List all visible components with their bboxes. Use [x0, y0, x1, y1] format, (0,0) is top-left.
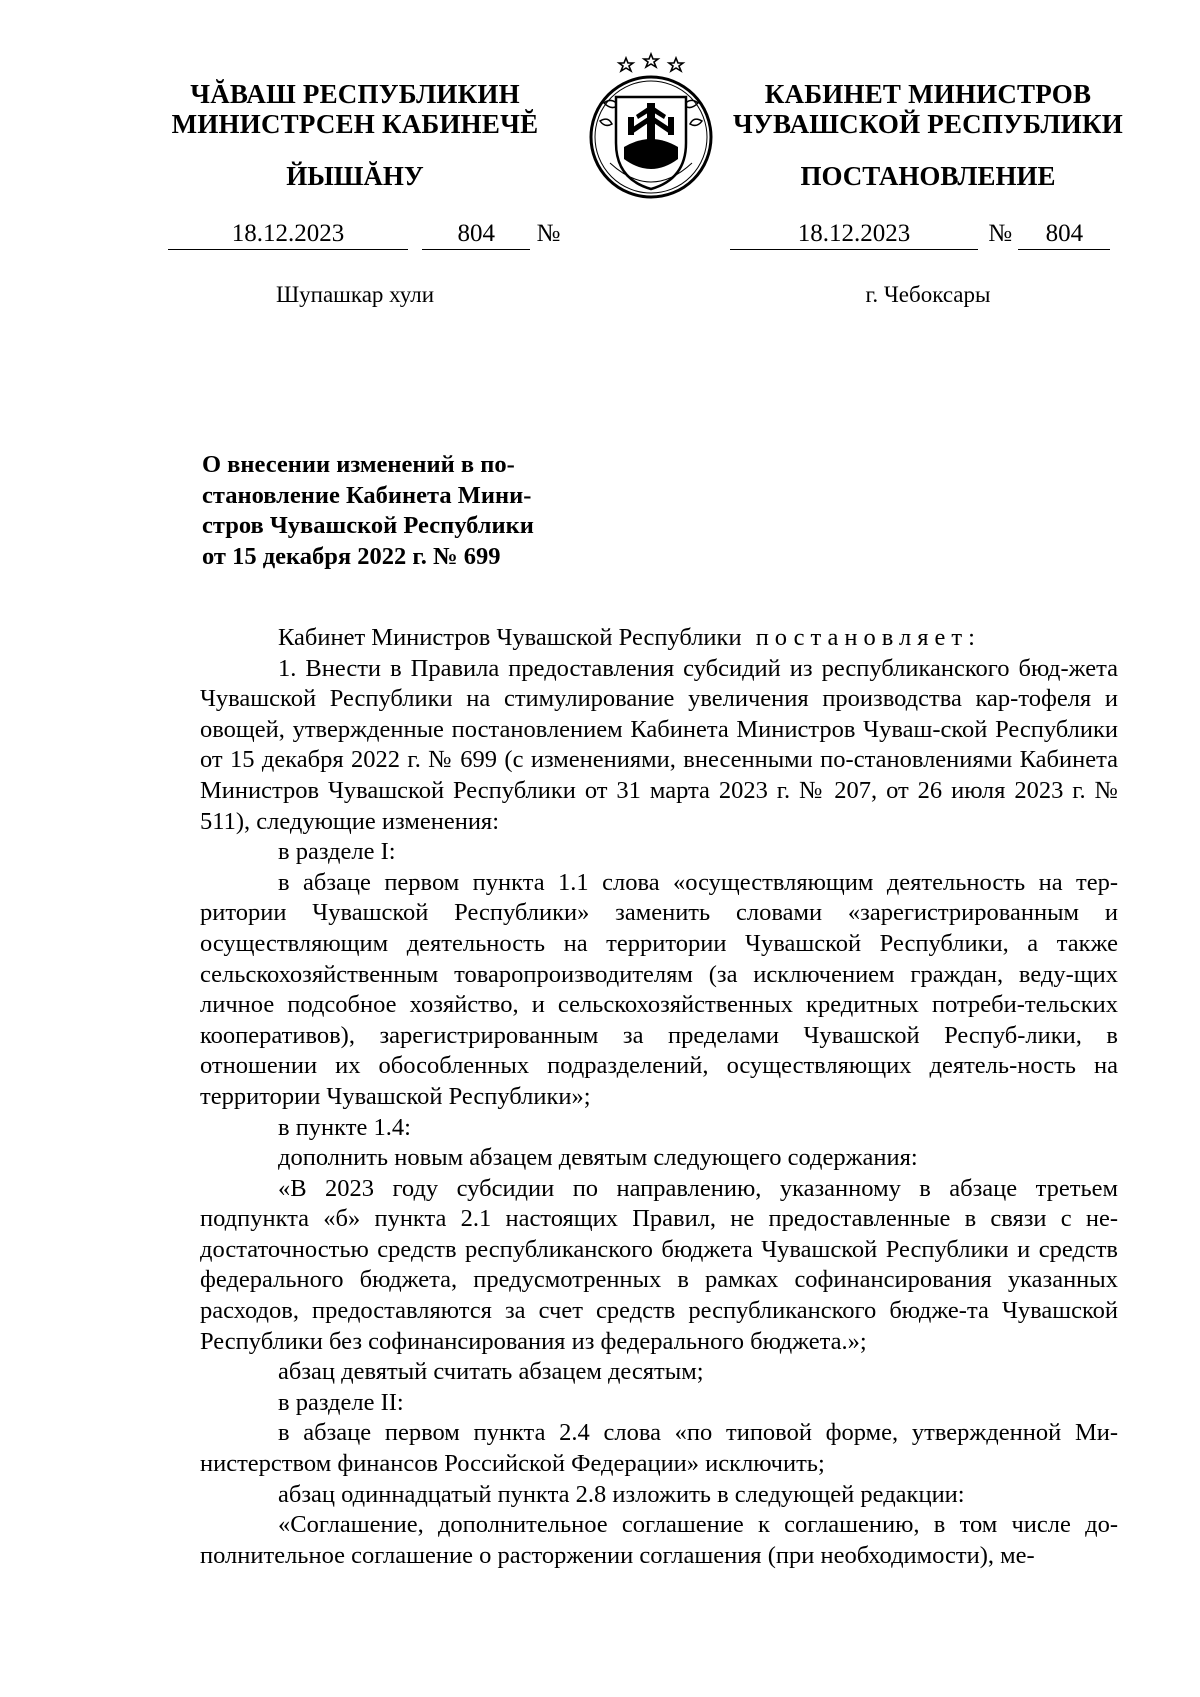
issuer-line: ЧĂВАШ РЕСПУБЛИКИН — [190, 79, 520, 109]
issuer-line: КАБИНЕТ МИНИСТРОВ — [764, 79, 1092, 109]
body-paragraph: в разделе I: — [278, 838, 396, 866]
body-paragraph: дополнить новым абзацем девятым следующего содержания: — [278, 1144, 918, 1172]
issuer-line: МИНИСТРСЕН КАБИНЕЧĔ — [171, 109, 539, 139]
date-number-russian — [730, 219, 1110, 250]
title-line: становление Кабинета Мини- — [202, 481, 532, 509]
number-sign: № — [988, 220, 1013, 247]
title-line: от 15 декабря 2022 г. № 699 — [202, 542, 501, 570]
issuer-line: ЧУВАШСКОЙ РЕСПУБЛИКИ — [733, 109, 1123, 139]
body-paragraph: в разделе II: — [278, 1388, 404, 1416]
issuer-name-chuvash — [150, 79, 560, 139]
intro-prefix: Кабинет Министров Чувашской Республики — [278, 624, 742, 651]
body-paragraph: «Соглашение, дополнительное соглашение к соглашению, в том числе до-полнительное соглашение о расторжении соглашения (при необходимости), ме- — [200, 1511, 1118, 1569]
body-paragraph: в пункте 1.4: — [278, 1113, 411, 1141]
place-chuvash: Шупашкар хули — [275, 282, 435, 307]
title-line: стров Чувашской Республики — [202, 512, 534, 539]
number-field: 804 — [422, 219, 530, 250]
number-sign: № — [536, 220, 561, 247]
intro-paragraph — [200, 623, 1118, 654]
number-field: 804 — [1018, 219, 1110, 250]
intro-verb: постановляет: — [755, 624, 981, 651]
document-body — [200, 623, 1118, 1571]
date-field: 18.12.2023 — [168, 219, 408, 250]
doc-type-russian: ПОСТАНОВЛЕНИЕ — [800, 161, 1056, 191]
body-paragraph: в абзаце первом пункта 2.4 слова «по типовой форме, утвержденной Ми-нистерством финансов Российской Федерации» исключить; — [200, 1419, 1118, 1478]
document-title — [202, 450, 577, 572]
body-paragraph: абзац девятый считать абзацем десятым; — [278, 1358, 704, 1386]
body-paragraph: в абзаце первом пункта 1.1 слова «осуществляющим деятельность на тер-ритории Чувашской Республики» заменить словами «зарегистрированным и осуществляющим деятельность на территории Чувашской Республики, а также сельскохозяйственным товаропроизводителям (за исключением граждан, веду-щих личное подсобное хозяйство, и сельскохозяйственных кредитных потреби-тельских кооперативов), зарегистрированным за пределами Чувашской Респуб-лики, в отношении их обособленных подразделений, осуществляющих деятель-ность на территории Чувашской Республики»; — [200, 868, 1118, 1110]
place-russian: г. Чебоксары — [865, 282, 991, 307]
date-number-chuvash — [168, 219, 560, 250]
body-paragraph: абзац одиннадцатый пункта 2.8 изложить в следующей редакции: — [278, 1480, 965, 1508]
title-line: О внесении изменений в по- — [202, 451, 515, 478]
doc-type-chuvash: ЙЫШĂНУ — [286, 161, 424, 191]
body-paragraph: 1. Внести в Правила предоставления субсидий из республиканского бюд-жета Чувашской Республики на стимулирование увеличения производства кар-тофеля и овощей, утвержденные постановлением Кабинета Министров Чуваш-ской Республики от 15 декабря 2022 г. № 699 (с изменениями, внесенными по-становлениями Кабинета Министров Чувашской Республики от 31 марта 2023 г. № 207, от 26 июля 2023 г. № 511), следующие изменения: — [200, 654, 1118, 835]
body-paragraph: «В 2023 году субсидии по направлению, указанному в абзаце третьем подпункта «б» пункта 2.1 настоящих Правил, не предоставленные в связи с не-достаточностью средств республиканского бюджета Чувашской Республики и средств федерального бюджета, предусмотренных в рамках софинансирования указанных расходов, предоставляются за счет средств республиканского бюдже-та Чувашской Республики без софинансирования из федерального бюджета.»; — [200, 1174, 1118, 1355]
issuer-name-russian — [728, 79, 1128, 139]
coat-of-arms-icon — [574, 51, 728, 201]
date-field: 18.12.2023 — [730, 219, 978, 250]
